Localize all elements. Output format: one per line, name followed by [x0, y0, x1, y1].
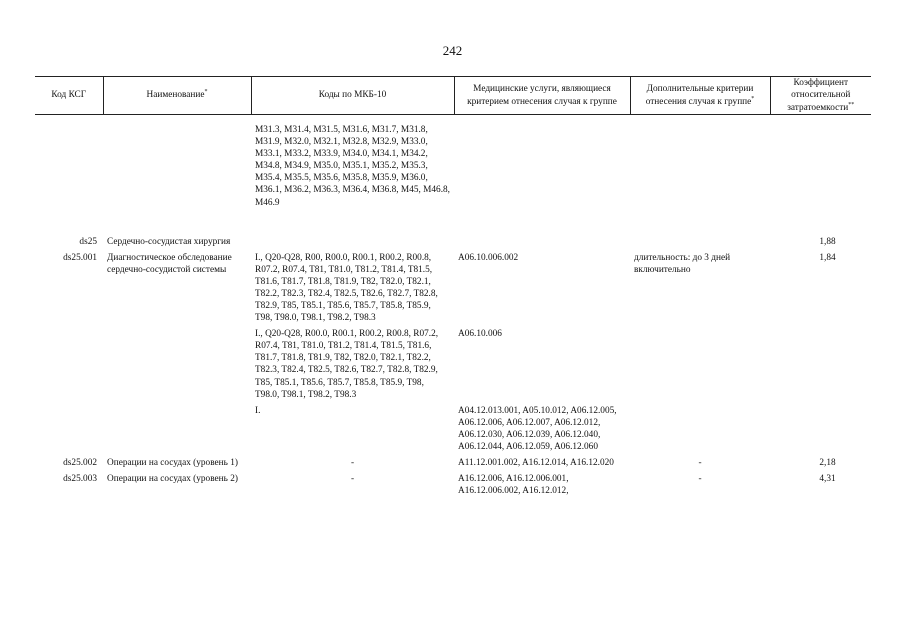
cell-coef: 4,31 [819, 474, 836, 485]
table-row [35, 455, 871, 471]
cell-mkb: - [350, 458, 355, 469]
cell-mkb: I. [255, 405, 261, 416]
cell-coef [770, 326, 871, 403]
cell-mkb: M31.3, M31.4, M31.5, M31.6, M31.7, M31.8, M31.9, M32.0, M32.1, M32.8, M32.9, M33.0, M33.1, M33.2, M33.9, M34.0, M34.1, M34.2, M34.8, M34.9, M35.0, M35.1, M35.2, M35.3, M35.4, M35.5, M35.6, M35.8, M35.9, M36.0, M36.1, M36.2, M36.3, M36.4, M36.8, M45, M46.8, M46.9 [255, 125, 450, 208]
cell-services: A04.12.013.001, A05.10.012, A06.12.005, A06.12.006, A06.12.007, A06.12.012, A06.12.030, A06.12.039, A06.12.040, A06.12.044, A06.12.059, A06.12.060 [458, 405, 617, 452]
cell-criteria: - [698, 458, 702, 469]
header-label: Наименование [146, 90, 205, 101]
cell-services: A06.10.006.002 [458, 252, 519, 263]
table-row [35, 115, 871, 234]
cell-coef [770, 403, 871, 455]
header-label: Коды по МКБ-10 [318, 90, 387, 101]
header-label: Дополнительные критерии отнесения случая к группе [645, 84, 754, 107]
cell-code [35, 115, 103, 234]
cell-name: Сердечно-сосудистая хирургия [107, 236, 231, 247]
header-cell-code [35, 77, 103, 115]
header-sup: ** [848, 101, 855, 108]
cell-name [103, 326, 251, 403]
cell-code: ds25.003 [63, 474, 97, 485]
table-row [35, 471, 871, 499]
cell-name [103, 115, 251, 234]
table-row [35, 403, 871, 455]
ksg-table [35, 76, 871, 499]
cell-mkb: - [350, 474, 355, 485]
cell-services: A06.10.006 [458, 329, 502, 340]
header-label: Код КСГ [51, 90, 87, 101]
header-cell-coef [770, 77, 871, 115]
page-number: 242 [442, 43, 463, 58]
cell-services [454, 234, 630, 250]
header-sup: * [751, 95, 755, 102]
cell-code: ds25 [79, 236, 97, 247]
table-row [35, 234, 871, 250]
header-row [35, 77, 871, 115]
cell-name: Операции на сосудах (уровень 2) [107, 474, 238, 485]
header-label: Коэффициент относительной затратоемкости [787, 78, 851, 113]
cell-code [35, 403, 103, 455]
header-sup: * [204, 89, 208, 96]
cell-services: A16.12.006, A16.12.006.001, A16.12.006.002, A16.12.012, [458, 474, 569, 497]
header-cell-mkb [251, 77, 454, 115]
header-cell-name [103, 77, 251, 115]
cell-criteria [630, 403, 770, 455]
cell-mkb [251, 234, 454, 250]
cell-criteria [630, 115, 770, 234]
cell-coef: 2,18 [819, 458, 836, 469]
cell-criteria: длительность: до 3 дней включительно [634, 252, 731, 275]
table-row [35, 326, 871, 403]
header-cell-services [454, 77, 630, 115]
cell-coef [770, 115, 871, 234]
cell-mkb: I., Q20-Q28, R00.0, R00.1, R00.2, R00.8, R07.2, R07.4, T81, T81.0, T81.2, T81.4, T81.5, T81.6, T81.7, T81.8, T81.9, T82, T82.0, T82.1, T82.2, T82.3, T82.4, T82.5, T82.6, T82.7, T82.8, T82.9, T85, T85.1, T85.6, T85.7, T85.8, T85.9, T98, T98.0, T98.1, T98.2, T98.3 [255, 329, 439, 400]
cell-criteria: - [698, 474, 702, 485]
cell-criteria [630, 326, 770, 403]
cell-name [103, 403, 251, 455]
header-label: Медицинские услуги, являющиеся критерием отнесения случая к группе [467, 84, 617, 107]
cell-mkb: I., Q20-Q28, R00, R00.0, R00.1, R00.2, R00.8, R07.2, R07.4, T81, T81.0, T81.2, T81.4, T81.5, T81.6, T81.7, T81.8, T81.9, T82, T82.0, T82.1, T82.2, T82.3, T82.4, T82.5, T82.6, T82.7, T82.8, T82.9, T85, T85.1, T85.6, T85.7, T85.8, T85.9, T98, T98.0, T98.1, T98.2, T98.3 [255, 252, 438, 324]
header-cell-criteria [630, 77, 770, 115]
cell-services [454, 115, 630, 234]
table-header [35, 77, 871, 115]
cell-code: ds25.001 [63, 252, 97, 263]
cell-services: A11.12.001.002, A16.12.014, A16.12.020 [458, 458, 614, 469]
cell-coef: 1,88 [819, 236, 836, 247]
cell-code [35, 326, 103, 403]
cell-coef: 1,84 [819, 252, 836, 263]
cell-criteria [630, 234, 770, 250]
table-row [35, 250, 871, 327]
cell-name: Операции на сосудах (уровень 1) [107, 458, 238, 469]
cell-name: Диагностическое обследование сердечно-сосудистой системы [107, 252, 232, 275]
cell-code: ds25.002 [63, 458, 97, 469]
